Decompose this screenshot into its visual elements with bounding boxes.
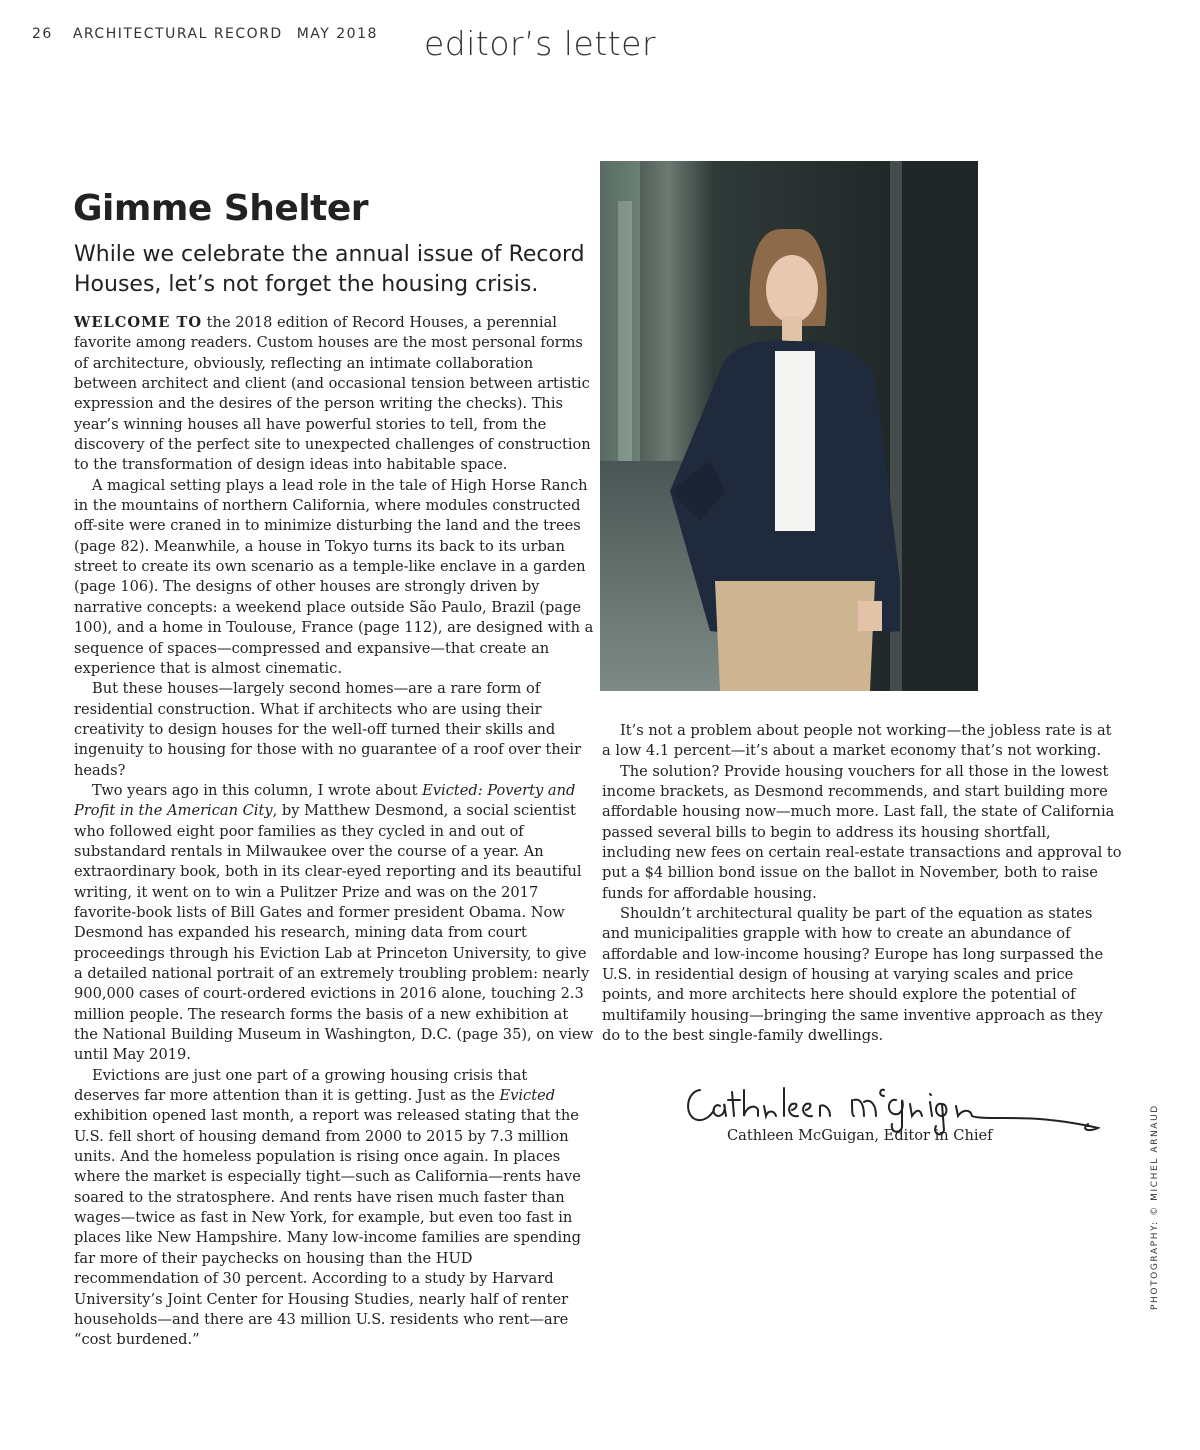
- lead-in: WELCOME TO: [74, 314, 203, 331]
- exhibition-title: Evicted: [499, 1087, 556, 1105]
- portrait-illustration: [600, 161, 978, 691]
- paragraph-3: But these houses—largely second homes—are a rare form of residential construction. What if architects who are using their creativity to design houses for the well-off turned their skills and ingenuity to housing for those with no guarantee of a roof over their heads?: [74, 680, 582, 779]
- editor-portrait-photo: [600, 161, 978, 691]
- paragraph-5: [74, 1066, 594, 1351]
- paragraph-1-text: the 2018 edition of Record Houses, a perennial favorite among readers. Custom houses are the most personal forms of architecture, obviously, reflecting an intimate collaboration between architect and client (and occasional tension between artistic expression and the desires of the person writing the checks). This year’s winning houses all have powerful stories to tell, from the discovery of the perfect site to unexpected challenges of construction to the transformation of design ideas into habitable space.: [74, 314, 591, 474]
- paragraph-4-rest: , by Matthew Desmond, a social scientist who followed eight poor families as they cycled in and out of substandard rentals in Milwaukee over the course of a year. An extraordinary book, both in its clear-eyed reporting and its beautiful writing, it went on to win a Pulitzer Prize and was on the 2017 favorite-book lists of Bill Gates and former president Obama. Now Desmond has expanded his research, mining data from court proceedings through his Eviction Lab at Princeton University, to give a detailed national portrait of an extremely troubling problem: nearly 900,000 cases of court-ordered evictions in 2016 alone, touching 2.3 million people. The research forms the basis of a new exhibition at the National Building Museum in Washington, D.C. (page 35), on view until May 2019.: [74, 802, 594, 1064]
- dek: While we celebrate the annual issue of Record Houses, let’s not forget the housing crisis.: [74, 242, 585, 297]
- paragraph-4-intro: Two years ago in this column, I wrote about: [92, 781, 423, 799]
- folio: [32, 26, 392, 42]
- paragraph-2: A magical setting plays a lead role in the tale of High Horse Ranch in the mountains of northern California, where modules constructed off-site were craned in to minimize disturbing the land and the trees (page 82). Meanwhile, a house in Tokyo turns its back to its urban street to create its own scenario as a temple-like enclave in a garden (page 106). The designs of other houses are strongly driven by narrative concepts: a weekend place outside São Paulo, Brazil (page 100), and a home in Toulouse, France (page 112), are designed with a sequence of spaces—compressed and expansive—that create an experience that is almost cinematic.: [74, 476, 594, 677]
- photo-credit: PHOTOGRAPHY: © MICHEL ARNAUD: [1150, 1104, 1160, 1310]
- issue-date: MAY 2018: [296, 26, 378, 42]
- paragraph-4: [74, 781, 594, 1066]
- signature-caption: Cathleen McGuigan, Editor in Chief: [727, 1127, 993, 1144]
- paragraph-1: [74, 313, 594, 476]
- article-column-right: [602, 721, 1122, 1047]
- page-number: 26: [32, 26, 53, 42]
- paragraph-6: It’s not a problem about people not working—the jobless rate is at a low 4.1 percent—it’s about a market economy that’s not working.: [602, 722, 1112, 760]
- book-title: Evicted: Poverty and Profit in the American City: [74, 781, 576, 820]
- headline: Gimme Shelter: [73, 188, 369, 229]
- section-label: editor’s letter: [424, 24, 657, 63]
- paragraph-7: The solution? Provide housing vouchers for all those in the lowest income brackets, as Desmond recommends, and start building more affordable housing now—much more. Last fall, the state of California passed several bills to begin to address its housing shortfall, including new fees on certain real-estate transactions and approval to put a $4 billion bond issue on the ballot in November, both to raise funds for affordable housing.: [602, 762, 1122, 902]
- paragraph-8: Shouldn’t architectural quality be part of the equation as states and municipalities grapple with how to create an abundance of affordable and low-income housing? Europe has long surpassed the U.S. in residential design of housing at varying scales and price points, and more architects here should explore the potential of multifamily housing—bringing the same inventive approach as they do to the best single-family dwellings.: [602, 905, 1104, 1045]
- paragraph-5-rest: exhibition opened last month, a report was released stating that the U.S. fell short of housing demand from 2000 to 2015 by 7.3 million units. And the homeless population is rising once again. In places where the market is especially tight—such as California—rents have soared to the stratosphere. And rents have risen much faster than wages—twice as fast in New York, for example, but even too fast in places like New Hampshire. Many low-income families are spending far more of their paychecks on housing than the HUD recommendation of 30 percent. According to a study by Harvard University’s Joint Center for Housing Studies, nearly half of renter households—and there are 43 million U.S. residents who rent—are “cost burdened.”: [74, 1107, 581, 1349]
- paragraph-5-intro: Evictions are just one part of a growing housing crisis that deserves far more attention than it is getting. Just as the: [74, 1066, 528, 1105]
- article-column-left: [74, 313, 594, 1351]
- publication-name: ARCHITECTURAL RECORD: [72, 26, 283, 42]
